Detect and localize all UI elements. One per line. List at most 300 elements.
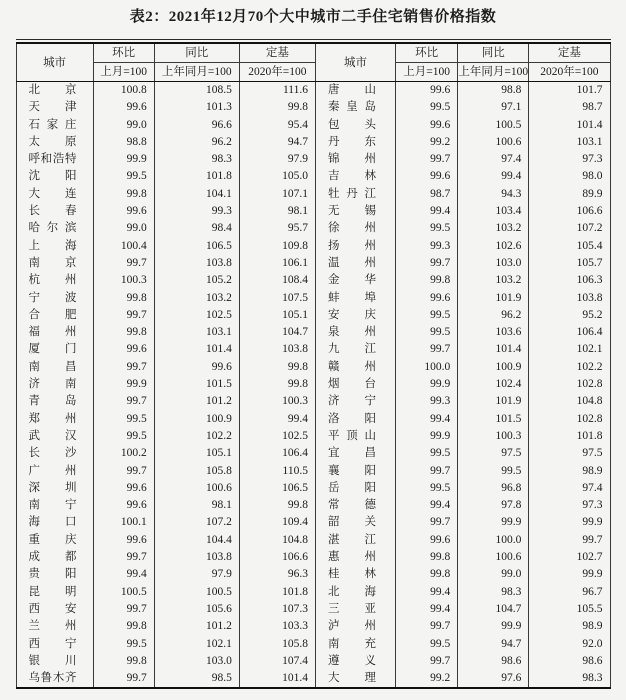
subheader-mom-base-left: 上月=100 <box>93 63 154 82</box>
index-value-cell: 99.9 <box>396 376 458 393</box>
index-value-cell: 103.2 <box>458 220 529 237</box>
index-value-cell: 103.4 <box>458 203 529 220</box>
index-value-cell: 101.2 <box>154 618 239 635</box>
index-value-cell: 98.1 <box>239 203 315 220</box>
header-yoy-right: 同比 <box>458 43 529 63</box>
index-value-cell: 99.5 <box>396 324 458 341</box>
index-value-cell: 102.7 <box>529 549 610 566</box>
index-value-cell: 100.5 <box>458 117 529 134</box>
index-value-cell: 99.7 <box>529 532 610 549</box>
table-row <box>16 376 610 393</box>
header-city-left: 城市 <box>16 43 93 82</box>
city-cell <box>16 82 93 100</box>
city-cell <box>16 238 93 255</box>
city-name: 三 亚 <box>327 602 376 615</box>
city-name: 沈 阳 <box>28 170 77 183</box>
index-value-cell: 101.4 <box>154 341 239 358</box>
city-cell <box>315 255 395 272</box>
city-cell <box>16 359 93 376</box>
city-cell <box>315 359 395 376</box>
index-value-cell: 106.6 <box>529 203 610 220</box>
table-row <box>16 428 610 445</box>
index-value-cell: 103.8 <box>239 341 315 358</box>
index-value-cell: 99.6 <box>93 99 154 116</box>
city-cell <box>16 618 93 635</box>
table-row <box>16 393 610 410</box>
index-value-cell: 99.6 <box>396 117 458 134</box>
city-name: 包 头 <box>327 118 376 131</box>
index-value-cell: 98.1 <box>154 497 239 514</box>
table-row <box>16 601 610 618</box>
index-value-cell: 106.5 <box>154 238 239 255</box>
table-row <box>16 203 610 220</box>
index-value-cell: 107.4 <box>239 653 315 670</box>
city-name: 贵 阳 <box>28 568 77 581</box>
index-value-cell: 99.8 <box>93 186 154 203</box>
city-name: 金 华 <box>327 274 376 287</box>
city-cell <box>315 497 395 514</box>
table-row <box>16 463 610 480</box>
table-row <box>16 584 610 601</box>
index-value-cell: 107.2 <box>529 220 610 237</box>
subheader-mom-base-right: 上月=100 <box>396 63 458 82</box>
city-name: 烟 台 <box>327 378 376 391</box>
index-value-cell: 99.5 <box>93 411 154 428</box>
index-value-cell: 98.5 <box>154 670 239 688</box>
index-value-cell: 99.4 <box>93 566 154 583</box>
index-value-cell: 99.6 <box>93 480 154 497</box>
index-value-cell: 99.3 <box>396 238 458 255</box>
index-value-cell: 99.7 <box>396 514 458 531</box>
city-name: 成 都 <box>28 551 77 564</box>
index-value-cell: 100.5 <box>93 584 154 601</box>
table-row <box>16 99 610 116</box>
index-value-cell: 99.8 <box>239 376 315 393</box>
subheader-yoy-base-right: 上年同月=100 <box>458 63 529 82</box>
index-value-cell: 95.2 <box>529 307 610 324</box>
table-row <box>16 549 610 566</box>
city-cell <box>315 636 395 653</box>
table-row <box>16 359 610 376</box>
city-name: 唐 山 <box>327 84 376 96</box>
index-value-cell: 105.4 <box>529 238 610 255</box>
index-value-cell: 99.5 <box>396 636 458 653</box>
city-cell <box>16 220 93 237</box>
index-value-cell: 89.9 <box>529 186 610 203</box>
index-value-cell: 96.6 <box>154 117 239 134</box>
city-name: 深 圳 <box>28 481 77 494</box>
index-value-cell: 98.4 <box>154 220 239 237</box>
index-value-cell: 111.6 <box>239 82 315 100</box>
table-row <box>16 566 610 583</box>
city-name: 洛 阳 <box>327 412 376 425</box>
city-cell <box>315 428 395 445</box>
city-name: 扬 州 <box>327 239 376 252</box>
index-value-cell: 99.8 <box>93 324 154 341</box>
index-value-cell: 99.7 <box>396 151 458 168</box>
index-value-cell: 96.7 <box>529 584 610 601</box>
header-base-row <box>16 63 610 82</box>
index-value-cell: 99.2 <box>396 670 458 688</box>
index-value-cell: 95.7 <box>239 220 315 237</box>
city-name: 郑 州 <box>28 412 77 425</box>
index-value-cell: 100.8 <box>93 82 154 100</box>
index-value-cell: 105.8 <box>239 636 315 653</box>
city-cell <box>16 670 93 688</box>
city-cell <box>16 463 93 480</box>
index-value-cell: 101.9 <box>458 290 529 307</box>
index-value-cell: 102.8 <box>529 411 610 428</box>
city-cell <box>315 186 395 203</box>
city-cell <box>315 411 395 428</box>
city-cell <box>16 549 93 566</box>
index-value-cell: 106.4 <box>529 324 610 341</box>
index-value-cell: 103.2 <box>154 290 239 307</box>
city-cell <box>315 393 395 410</box>
index-value-cell: 100.6 <box>458 549 529 566</box>
index-value-cell: 97.4 <box>529 480 610 497</box>
city-name: 广 州 <box>28 464 77 477</box>
city-cell <box>315 601 395 618</box>
index-value-cell: 96.3 <box>239 566 315 583</box>
city-cell <box>315 134 395 151</box>
index-value-cell: 98.9 <box>529 618 610 635</box>
city-cell <box>315 203 395 220</box>
index-value-cell: 97.8 <box>458 497 529 514</box>
city-name: 济 宁 <box>327 395 376 408</box>
index-value-cell: 99.4 <box>396 584 458 601</box>
city-name: 北 京 <box>28 84 77 96</box>
index-value-cell: 97.5 <box>458 445 529 462</box>
page-title: 表2：2021年12月70个大中城市二手住宅销售价格指数 <box>129 9 497 25</box>
index-value-cell: 99.6 <box>93 532 154 549</box>
index-value-cell: 101.8 <box>239 584 315 601</box>
table-row <box>16 307 610 324</box>
city-name: 大 连 <box>28 187 77 200</box>
index-value-cell: 99.7 <box>93 670 154 688</box>
index-value-cell: 99.7 <box>93 307 154 324</box>
index-value-cell: 101.4 <box>529 117 610 134</box>
index-value-cell: 109.8 <box>239 238 315 255</box>
city-name: 武 汉 <box>28 429 77 442</box>
index-value-cell: 99.5 <box>93 428 154 445</box>
city-name: 兰 州 <box>28 620 77 633</box>
table-row <box>16 618 610 635</box>
index-value-cell: 99.8 <box>396 566 458 583</box>
index-value-cell: 99.9 <box>458 514 529 531</box>
index-value-cell: 101.4 <box>239 670 315 688</box>
index-value-cell: 96.2 <box>154 134 239 151</box>
city-cell <box>16 445 93 462</box>
index-value-cell: 102.4 <box>458 376 529 393</box>
index-value-cell: 98.7 <box>396 186 458 203</box>
header-mom-left: 环比 <box>93 43 154 63</box>
city-cell <box>16 393 93 410</box>
city-name: 吉 林 <box>327 170 376 183</box>
city-cell <box>16 117 93 134</box>
city-name: 锦 州 <box>327 153 376 166</box>
index-value-cell: 99.6 <box>396 82 458 100</box>
city-cell <box>315 99 395 116</box>
index-value-cell: 101.5 <box>458 411 529 428</box>
city-cell <box>315 238 395 255</box>
city-cell <box>16 134 93 151</box>
index-value-cell: 101.8 <box>154 168 239 185</box>
index-value-cell: 101.3 <box>154 99 239 116</box>
city-cell <box>315 480 395 497</box>
index-value-cell: 99.5 <box>396 220 458 237</box>
index-value-cell: 106.1 <box>239 255 315 272</box>
city-cell <box>16 99 93 116</box>
city-cell <box>16 566 93 583</box>
index-value-cell: 101.4 <box>458 341 529 358</box>
index-value-cell: 102.1 <box>154 636 239 653</box>
index-value-cell: 97.9 <box>239 151 315 168</box>
subheader-fixed-base-left: 2020年=100 <box>239 63 315 82</box>
index-value-cell: 99.0 <box>93 117 154 134</box>
index-value-cell: 103.1 <box>154 324 239 341</box>
index-value-cell: 100.0 <box>396 359 458 376</box>
index-value-cell: 100.4 <box>93 238 154 255</box>
index-value-cell: 95.4 <box>239 117 315 134</box>
table-row <box>16 653 610 670</box>
header-group-row <box>16 43 610 63</box>
index-value-cell: 110.5 <box>239 463 315 480</box>
index-value-cell: 99.3 <box>396 393 458 410</box>
index-value-cell: 97.9 <box>154 566 239 583</box>
city-cell <box>16 324 93 341</box>
index-value-cell: 104.7 <box>239 324 315 341</box>
city-name: 徐 州 <box>327 222 376 235</box>
index-value-cell: 106.6 <box>239 549 315 566</box>
index-value-cell: 99.8 <box>239 497 315 514</box>
city-name: 丹 东 <box>327 135 376 148</box>
city-cell <box>16 497 93 514</box>
city-name: 石 家 庄 <box>28 118 77 131</box>
index-value-cell: 100.6 <box>458 134 529 151</box>
header-yoy-left: 同比 <box>154 43 239 63</box>
table-row <box>16 238 610 255</box>
index-value-cell: 99.9 <box>93 376 154 393</box>
index-value-cell: 100.9 <box>154 411 239 428</box>
table-row <box>16 636 610 653</box>
city-cell <box>315 117 395 134</box>
city-cell <box>315 514 395 531</box>
index-value-cell: 101.8 <box>529 428 610 445</box>
city-cell <box>315 618 395 635</box>
table-row <box>16 186 610 203</box>
city-cell <box>16 653 93 670</box>
city-name: 海 口 <box>28 516 77 529</box>
city-name: 乌 鲁 木 齐 <box>28 672 77 685</box>
index-value-cell: 99.3 <box>154 203 239 220</box>
index-value-cell: 99.7 <box>93 549 154 566</box>
table-body <box>16 82 610 689</box>
table-header <box>16 43 610 82</box>
index-value-cell: 99.4 <box>458 168 529 185</box>
index-value-cell: 99.4 <box>396 601 458 618</box>
city-name: 南 充 <box>327 637 376 650</box>
index-value-cell: 103.3 <box>239 618 315 635</box>
city-name: 赣 州 <box>327 360 376 373</box>
index-value-cell: 99.9 <box>93 151 154 168</box>
index-value-cell: 99.8 <box>239 99 315 116</box>
index-value-cell: 102.2 <box>154 428 239 445</box>
index-value-cell: 105.0 <box>239 168 315 185</box>
city-name: 长 沙 <box>28 447 77 460</box>
city-cell <box>16 290 93 307</box>
index-value-cell: 99.7 <box>396 653 458 670</box>
index-value-cell: 99.6 <box>396 290 458 307</box>
index-value-cell: 99.8 <box>239 359 315 376</box>
city-name: 西 安 <box>28 602 77 615</box>
index-value-cell: 99.7 <box>93 359 154 376</box>
city-name: 韶 关 <box>327 516 376 529</box>
city-name: 天 津 <box>28 101 77 114</box>
city-name: 牡 丹 江 <box>327 187 376 200</box>
city-name: 岳 阳 <box>327 481 376 494</box>
index-value-cell: 99.9 <box>529 514 610 531</box>
index-value-cell: 98.3 <box>458 584 529 601</box>
index-value-cell: 99.8 <box>93 290 154 307</box>
index-value-cell: 100.2 <box>93 445 154 462</box>
table-row <box>16 151 610 168</box>
index-value-cell: 103.6 <box>458 324 529 341</box>
index-value-cell: 100.5 <box>154 584 239 601</box>
index-value-cell: 106.4 <box>239 445 315 462</box>
city-cell <box>315 549 395 566</box>
index-value-cell: 97.1 <box>458 99 529 116</box>
index-value-cell: 92.0 <box>529 636 610 653</box>
index-value-cell: 104.8 <box>529 393 610 410</box>
index-value-cell: 104.7 <box>458 601 529 618</box>
table-row <box>16 341 610 358</box>
index-value-cell: 94.3 <box>458 186 529 203</box>
city-name: 合 肥 <box>28 308 77 321</box>
city-name: 惠 州 <box>327 551 376 564</box>
index-value-cell: 99.5 <box>396 99 458 116</box>
index-value-cell: 105.7 <box>529 255 610 272</box>
table-row <box>16 134 610 151</box>
index-value-cell: 103.8 <box>154 549 239 566</box>
index-value-cell: 107.3 <box>239 601 315 618</box>
index-value-cell: 103.8 <box>154 255 239 272</box>
index-value-cell: 98.9 <box>529 463 610 480</box>
city-cell <box>16 584 93 601</box>
city-name: 秦 皇 岛 <box>327 101 376 114</box>
header-mom-right: 环比 <box>396 43 458 63</box>
index-value-cell: 99.5 <box>396 480 458 497</box>
city-name: 南 宁 <box>28 499 77 512</box>
index-value-cell: 99.5 <box>93 636 154 653</box>
city-cell <box>16 272 93 289</box>
index-value-cell: 98.0 <box>529 168 610 185</box>
index-value-cell: 105.5 <box>529 601 610 618</box>
index-value-cell: 99.0 <box>458 566 529 583</box>
index-value-cell: 102.6 <box>458 238 529 255</box>
index-value-cell: 99.7 <box>396 341 458 358</box>
table-row <box>16 411 610 428</box>
index-value-cell: 99.9 <box>458 618 529 635</box>
city-cell <box>16 411 93 428</box>
table-row <box>16 324 610 341</box>
table-row <box>16 480 610 497</box>
index-value-cell: 98.7 <box>529 99 610 116</box>
city-cell <box>315 463 395 480</box>
city-cell <box>315 584 395 601</box>
index-value-cell: 106.5 <box>239 480 315 497</box>
index-value-cell: 107.2 <box>154 514 239 531</box>
index-value-cell: 99.7 <box>396 255 458 272</box>
city-cell <box>315 290 395 307</box>
index-value-cell: 108.4 <box>239 272 315 289</box>
city-cell <box>315 220 395 237</box>
index-value-cell: 105.1 <box>239 307 315 324</box>
index-value-cell: 101.5 <box>154 376 239 393</box>
index-value-cell: 99.7 <box>93 393 154 410</box>
city-name: 上 海 <box>28 239 77 252</box>
city-cell <box>315 307 395 324</box>
table-row <box>16 82 610 100</box>
index-value-cell: 98.3 <box>529 670 610 688</box>
city-cell <box>315 376 395 393</box>
index-value-cell: 103.0 <box>154 653 239 670</box>
index-value-cell: 99.8 <box>396 272 458 289</box>
index-value-cell: 100.3 <box>458 428 529 445</box>
index-value-cell: 107.5 <box>239 290 315 307</box>
city-cell <box>16 532 93 549</box>
city-name: 常 德 <box>327 499 376 512</box>
table-row <box>16 532 610 549</box>
index-value-cell: 102.5 <box>239 428 315 445</box>
index-value-cell: 105.2 <box>154 272 239 289</box>
index-value-cell: 99.0 <box>93 220 154 237</box>
index-value-cell: 104.1 <box>154 186 239 203</box>
city-name: 九 江 <box>327 343 376 356</box>
city-cell <box>16 341 93 358</box>
index-value-cell: 99.6 <box>93 341 154 358</box>
city-name: 银 川 <box>28 654 77 667</box>
index-value-cell: 99.5 <box>458 463 529 480</box>
city-cell <box>315 653 395 670</box>
index-value-cell: 99.5 <box>396 445 458 462</box>
index-value-cell: 99.7 <box>396 618 458 635</box>
index-value-cell: 100.3 <box>239 393 315 410</box>
index-value-cell: 94.7 <box>239 134 315 151</box>
index-value-cell: 99.4 <box>396 203 458 220</box>
city-cell <box>16 428 93 445</box>
index-value-cell: 99.7 <box>93 463 154 480</box>
index-value-cell: 102.8 <box>529 376 610 393</box>
subheader-yoy-base-left: 上年同月=100 <box>154 63 239 82</box>
index-value-cell: 101.9 <box>458 393 529 410</box>
city-name: 福 州 <box>28 326 77 339</box>
city-cell <box>16 151 93 168</box>
index-value-cell: 98.6 <box>458 653 529 670</box>
index-value-cell: 99.7 <box>93 255 154 272</box>
index-value-cell: 101.7 <box>529 82 610 100</box>
index-value-cell: 99.6 <box>154 359 239 376</box>
city-cell <box>16 186 93 203</box>
index-value-cell: 100.0 <box>458 532 529 549</box>
index-value-cell: 103.1 <box>529 134 610 151</box>
index-value-cell: 94.7 <box>458 636 529 653</box>
index-value-cell: 99.6 <box>93 203 154 220</box>
table-row <box>16 255 610 272</box>
index-value-cell: 104.8 <box>239 532 315 549</box>
index-value-cell: 98.8 <box>93 134 154 151</box>
index-value-cell: 96.2 <box>458 307 529 324</box>
